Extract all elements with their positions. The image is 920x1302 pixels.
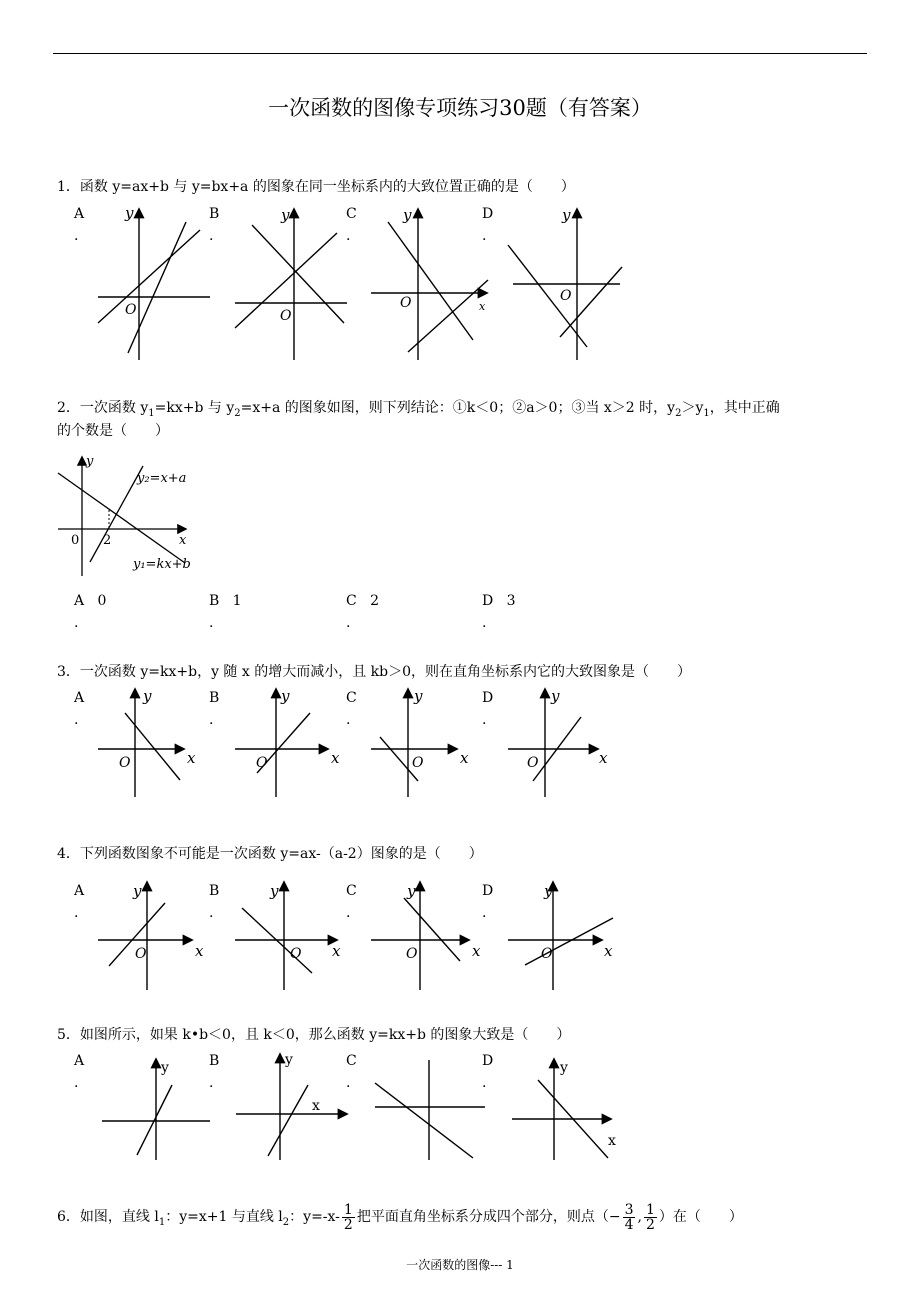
origin-label: O — [541, 946, 553, 962]
q2-graph — [55, 452, 200, 580]
origin-label: O — [290, 946, 302, 962]
x-axis-label: x — [179, 533, 187, 548]
option-letter: B — [209, 690, 220, 706]
q5-option-a[interactable]: A . — [74, 1053, 85, 1091]
origin-label: O — [412, 755, 424, 771]
q3-graph-c — [368, 685, 483, 800]
numerator: 1 — [645, 1201, 655, 1218]
function-line — [388, 222, 473, 340]
origin-label: O — [125, 302, 137, 318]
y-axis-label: y — [544, 882, 553, 900]
origin-label: O — [527, 755, 539, 771]
option-letter: D — [482, 690, 494, 706]
function-line — [375, 1083, 473, 1158]
page-footer: 一次函数的图像--- 1 — [406, 1258, 514, 1272]
origin-label: O — [400, 295, 412, 311]
line-y1 — [58, 473, 185, 563]
y-axis-label: y — [414, 687, 423, 705]
option-value: 0 — [97, 593, 107, 609]
y-axis-label: y — [285, 1052, 293, 1068]
numerator: 1 — [343, 1201, 353, 1218]
function-line — [268, 1085, 308, 1156]
text-segment: ）在（ ） — [658, 1209, 743, 1225]
option-letter: C — [346, 206, 357, 222]
q5-graph-d — [510, 1055, 625, 1165]
q3-option-b[interactable]: B . — [209, 690, 220, 728]
y-axis-label: y — [560, 1060, 568, 1076]
origin-label: O — [280, 308, 292, 324]
y-axis-label: y — [133, 882, 142, 900]
text-segment: ：y=x+1 与直线 l — [165, 1209, 283, 1225]
q1-option-b[interactable]: B . — [209, 206, 220, 244]
top-rule — [53, 53, 867, 54]
q4-graph-d — [505, 878, 620, 993]
y-axis-label: y — [125, 204, 134, 222]
q2-option-c[interactable]: C 2 . — [346, 593, 379, 631]
option-letter: A — [74, 1053, 85, 1069]
q4-option-d[interactable]: D . — [482, 883, 494, 921]
text-segment: , — [637, 1209, 642, 1225]
x-axis-label: x — [460, 749, 469, 767]
text-segment: 6．如图，直线 l — [57, 1209, 159, 1225]
q4-option-a[interactable]: A . — [74, 883, 85, 921]
x-axis-label: x — [608, 1133, 616, 1149]
option-value: 1 — [232, 593, 242, 609]
q1-graph-b — [232, 200, 352, 365]
y-axis-label: y — [551, 687, 560, 705]
q3-option-d[interactable]: D . — [482, 690, 494, 728]
question-3-text: 3．一次函数 y=kx+b，y 随 x 的增大而减小，且 kb＞0，则在直角坐标系内它的大致图象是（ ） — [57, 664, 692, 680]
q4-graph-a — [95, 878, 210, 993]
subscript: 1 — [158, 1216, 166, 1228]
q4-option-b[interactable]: B . — [209, 883, 220, 921]
q3-graph-b — [232, 685, 347, 800]
q1-option-c[interactable]: C . — [346, 206, 357, 244]
numerator: 3 — [624, 1201, 634, 1218]
q2-option-a[interactable]: A 0 . — [74, 593, 107, 631]
function-line — [125, 713, 180, 780]
x-axis-label: x — [195, 942, 204, 960]
option-letter: B — [209, 206, 220, 222]
option-value: 3 — [506, 593, 516, 609]
q1-option-a[interactable]: A . — [74, 206, 85, 244]
q5-graph-b — [234, 1050, 354, 1165]
x-axis-label: x — [187, 749, 196, 767]
q5-option-b[interactable]: B . — [209, 1053, 220, 1091]
q3-option-a[interactable]: A . — [74, 690, 85, 728]
x-axis-label: x — [604, 942, 613, 960]
option-letter: D — [482, 1053, 494, 1069]
x-axis-label: x — [599, 749, 608, 767]
option-letter: C — [346, 1053, 357, 1069]
option-letter: B — [209, 593, 220, 609]
denominator: 2 — [343, 1216, 353, 1233]
y-axis-label: y — [407, 882, 416, 900]
q1-graph-d — [505, 200, 625, 365]
q4-graph-c — [368, 878, 483, 993]
subscript: 2 — [234, 407, 241, 419]
origin-label: O — [119, 755, 131, 771]
origin-label: O — [256, 755, 268, 771]
denominator: 2 — [645, 1216, 655, 1233]
y-axis-label: y — [270, 882, 279, 900]
origin-label: O — [406, 946, 418, 962]
subscript: 1 — [148, 407, 155, 419]
fraction — [623, 1203, 636, 1232]
text-segment: =kx+b 与 y — [154, 400, 235, 416]
function-line — [508, 245, 587, 347]
option-letter: C — [346, 593, 357, 609]
x-axis-label: x — [331, 749, 340, 767]
option-letter: A — [74, 593, 85, 609]
denominator: 4 — [624, 1216, 634, 1233]
function-line — [408, 280, 488, 352]
line-y2 — [90, 466, 143, 562]
line-y2-label: y₂=x+a — [137, 471, 187, 486]
question-1-text: 1．函数 y=ax+b 与 y=bx+a 的图象在同一坐标系内的大致位置正确的是（ ） — [57, 179, 575, 195]
q2-option-d[interactable]: D 3 . — [482, 593, 516, 631]
option-letter: D — [482, 883, 494, 899]
y-axis-label: y — [281, 687, 290, 705]
question-2-text-line2: 的个数是（ ） — [57, 423, 169, 439]
y-axis-label: y — [143, 687, 152, 705]
text-segment: 2．一次函数 y — [57, 400, 149, 416]
text-segment: ＞y — [681, 400, 704, 416]
fraction — [342, 1203, 355, 1232]
x-axis-label: x — [479, 300, 486, 313]
subscript: 1 — [703, 407, 710, 419]
line-y1-label: y₁=kx+b — [133, 557, 191, 572]
text-segment: ：y=-x- — [289, 1209, 340, 1225]
q5-graph-a — [100, 1055, 215, 1165]
function-line — [525, 918, 613, 965]
option-letter: D — [482, 206, 494, 222]
text-segment: ，其中正确 — [709, 400, 780, 416]
origin-label: O — [560, 288, 572, 304]
question-6-text — [57, 1200, 743, 1240]
option-letter: B — [209, 883, 220, 899]
text-segment: 把平面直角坐标系分成四个部分，则点（− — [356, 1209, 621, 1225]
y-axis-label: y — [403, 206, 412, 224]
question-5-text: 5．如图所示，如果 k•b＜0，且 k＜0，那么函数 y=kx+b 的图象大致是（ ） — [57, 1027, 571, 1043]
q5-option-c[interactable]: C . — [346, 1053, 357, 1091]
q2-option-b[interactable]: B 1 . — [209, 593, 242, 631]
option-letter: C — [346, 690, 357, 706]
x-axis-label: x — [312, 1098, 320, 1114]
page-title: 一次函数的图像专项练习30题（有答案） — [268, 96, 652, 120]
option-letter: C — [346, 883, 357, 899]
option-letter: B — [209, 1053, 220, 1069]
y-axis-label: y — [562, 206, 571, 224]
q3-graph-d — [505, 685, 620, 800]
option-letter: D — [482, 593, 494, 609]
y-axis-label: y — [86, 454, 94, 469]
q5-graph-c — [373, 1055, 488, 1165]
q3-option-c[interactable]: C . — [346, 690, 357, 728]
q3-graph-a — [95, 685, 205, 800]
q1-option-d[interactable]: D . — [482, 206, 494, 244]
option-value: 2 — [370, 593, 379, 609]
option-letter: A — [74, 690, 85, 706]
fraction — [644, 1203, 657, 1232]
origin-label: 0 — [71, 533, 80, 548]
q1-graph-c — [368, 200, 493, 365]
text-segment: =x+a 的图象如图，则下列结论：①k＜0；②a＞0；③当 x＞2 时，y — [240, 400, 676, 416]
tick-label: 2 — [103, 533, 112, 548]
x-axis-label: x — [332, 942, 341, 960]
function-line — [98, 230, 200, 323]
y-axis-label: y — [161, 1060, 169, 1076]
subscript: 2 — [675, 407, 682, 419]
option-letter: A — [74, 883, 85, 899]
x-axis-label: x — [472, 942, 481, 960]
q4-graph-b — [232, 878, 347, 993]
subscript: 2 — [282, 1216, 290, 1228]
y-axis-label: y — [281, 206, 290, 224]
q1-graph-a — [95, 200, 215, 365]
q5-option-d[interactable]: D . — [482, 1053, 494, 1091]
function-line — [137, 1085, 172, 1155]
q4-option-c[interactable]: C . — [346, 883, 357, 921]
question-4-text: 4．下列函数图象不可能是一次函数 y=ax-（a-2）图象的是（ ） — [57, 846, 483, 862]
origin-label: O — [135, 946, 147, 962]
option-letter: A — [74, 206, 85, 222]
